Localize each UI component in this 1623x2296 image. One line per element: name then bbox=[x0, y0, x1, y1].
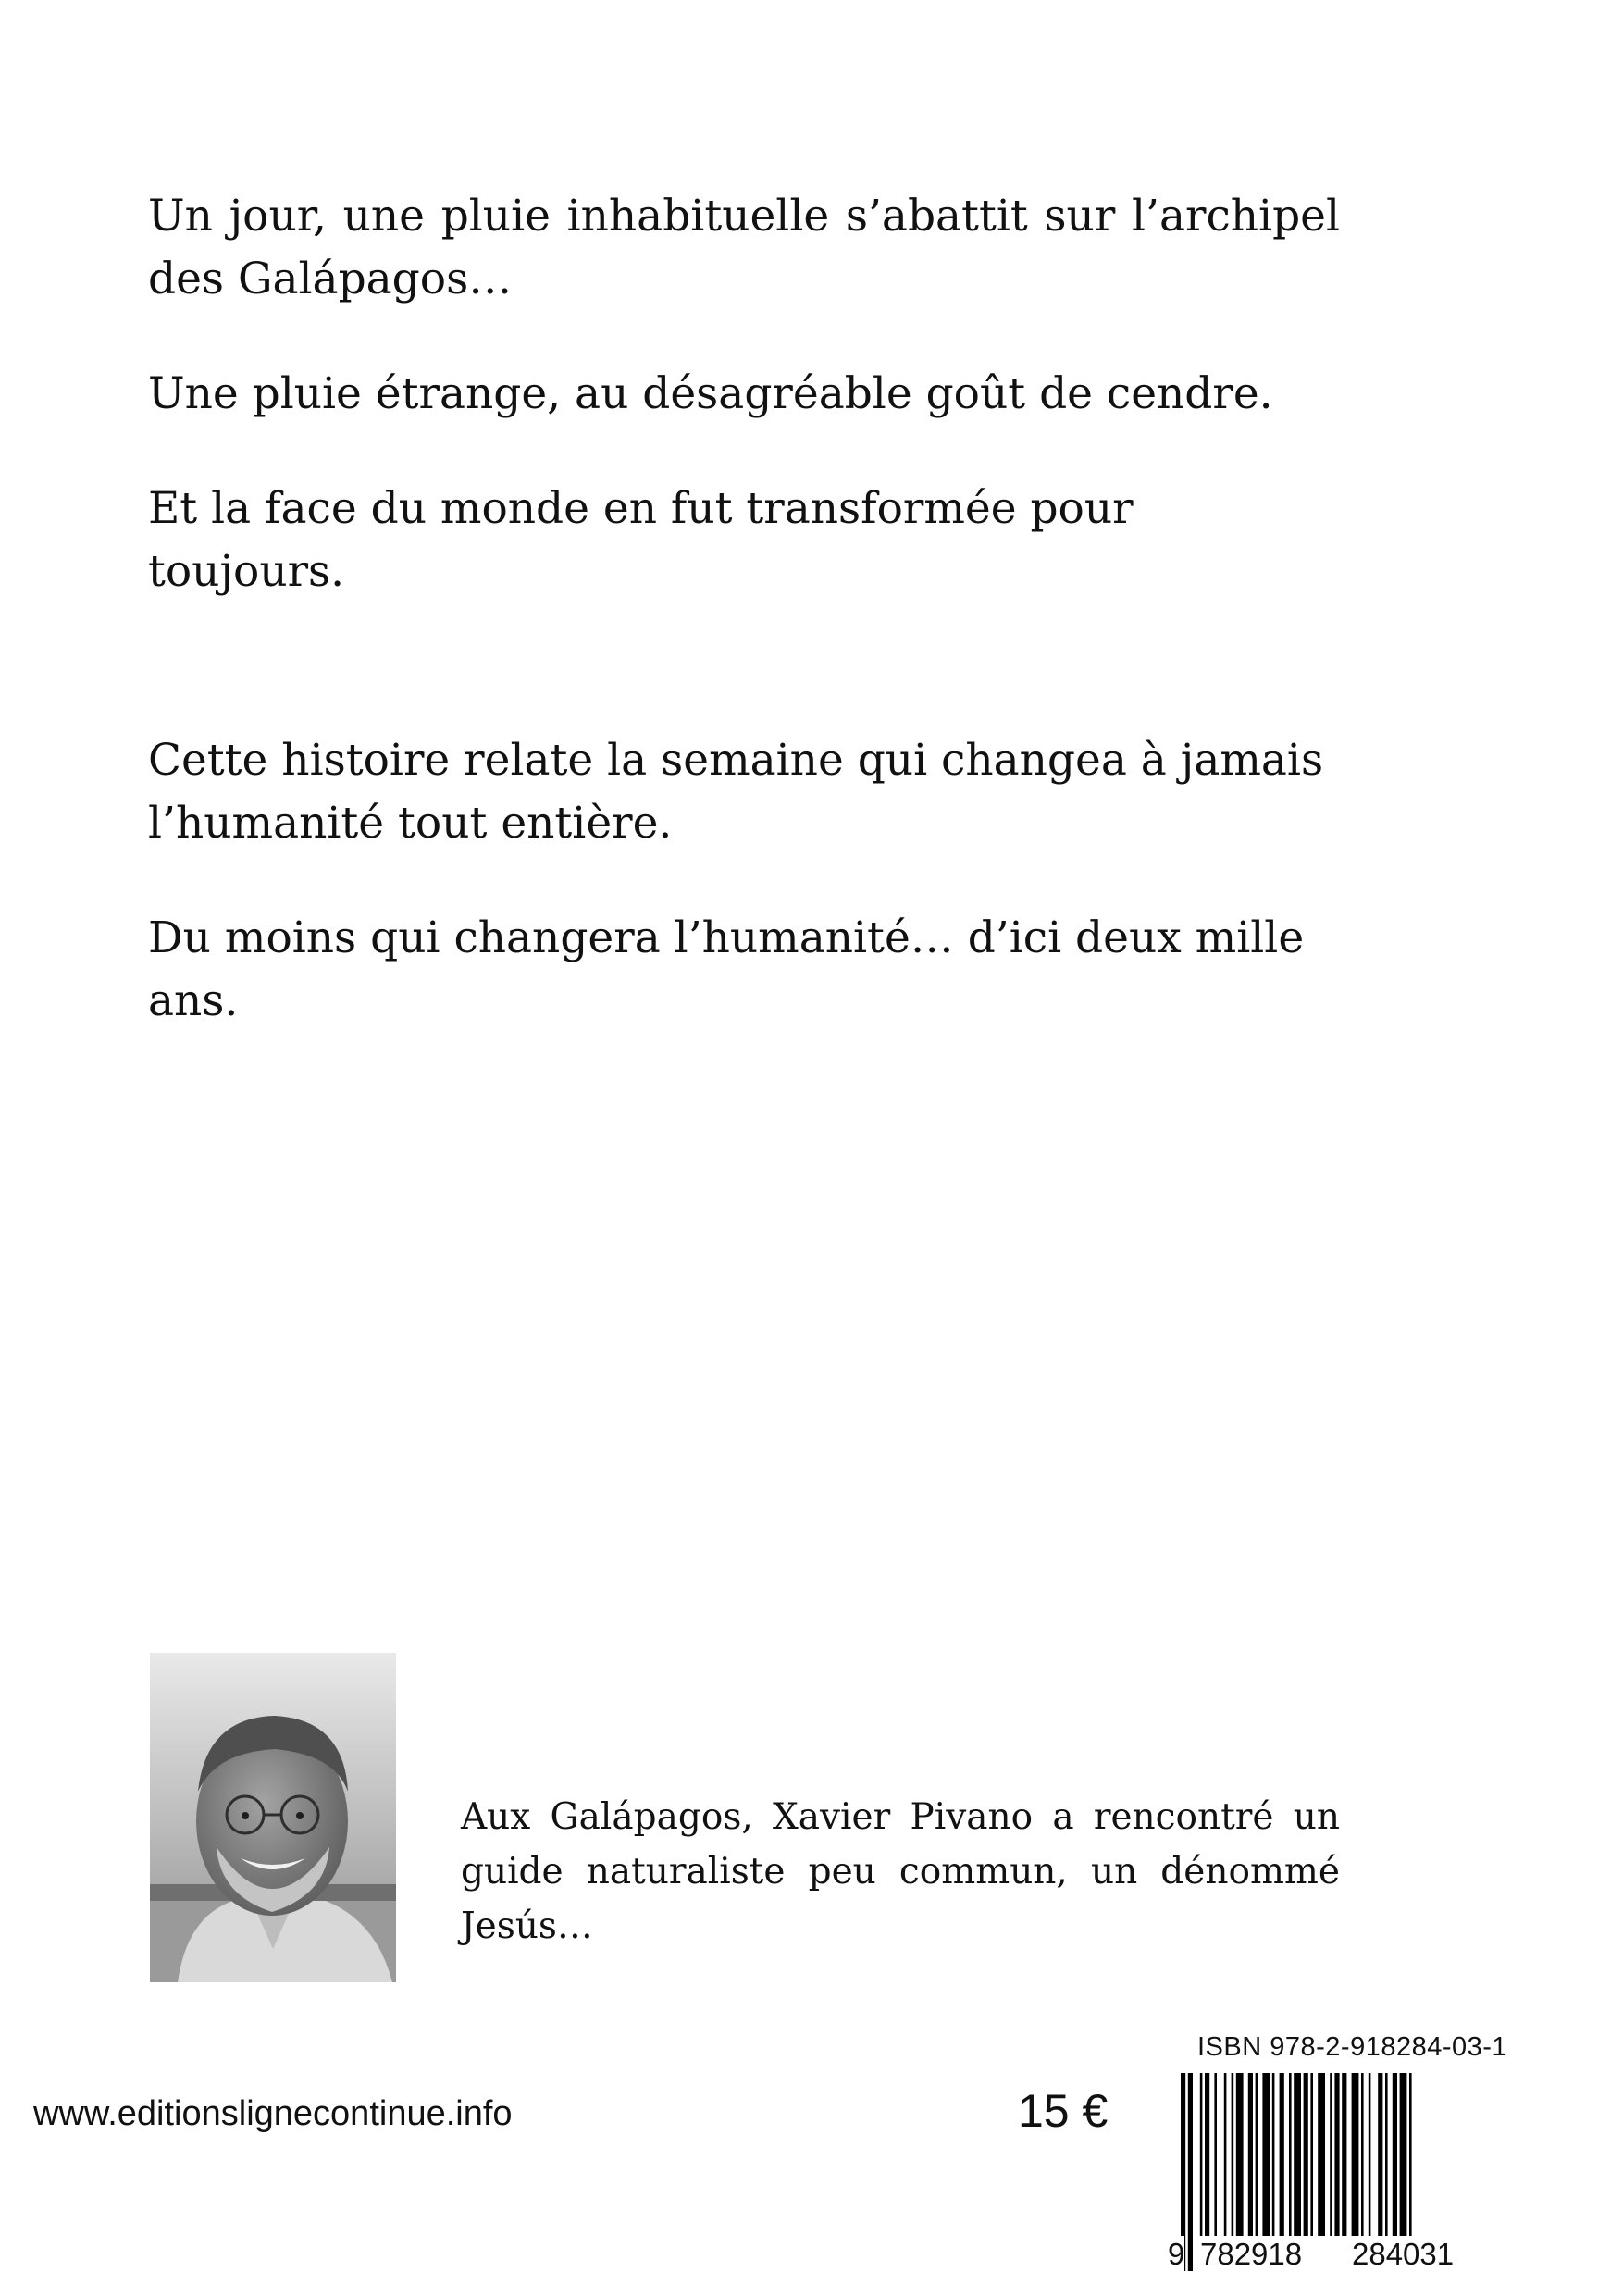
barcode-bar bbox=[1280, 2073, 1284, 2236]
barcode-bar bbox=[1262, 2073, 1270, 2236]
barcode-right-digits: 284031 bbox=[1352, 2237, 1455, 2271]
blurb-paragraph-2: Une pluie étrange, au désagréable goût de cendre. bbox=[148, 368, 1273, 419]
barcode-bar bbox=[1236, 2073, 1244, 2236]
barcode-bar bbox=[1232, 2073, 1234, 2236]
barcode-bar bbox=[1334, 2073, 1339, 2236]
barcode-bar bbox=[1304, 2073, 1308, 2236]
isbn-label: ISBN 978-2-918284-03-1 bbox=[1197, 2032, 1508, 2062]
book-price: 15 € bbox=[1018, 2085, 1109, 2137]
barcode-first-digit: 9 bbox=[1168, 2237, 1185, 2271]
barcode-bar bbox=[1205, 2073, 1209, 2236]
barcode-bar bbox=[1318, 2073, 1325, 2236]
blurb-paragraph-3: Et la face du monde en fut transformée pour toujours. bbox=[148, 483, 1134, 597]
barcode-bar bbox=[1393, 2073, 1397, 2236]
blurb-paragraph-1: Un jour, une pluie inhabituelle s’abattit sur l’archipel des Galápagos… bbox=[148, 191, 1340, 304]
barcode-bar bbox=[1330, 2073, 1332, 2236]
barcode-bar bbox=[1294, 2073, 1301, 2236]
barcode-bar bbox=[1369, 2073, 1371, 2236]
barcode-bar bbox=[1352, 2073, 1359, 2236]
blurb-paragraph-5: Du moins qui changera l’humanité… d’ici deux mille ans. bbox=[148, 912, 1305, 1026]
barcode-left-digits: 782918 bbox=[1200, 2237, 1303, 2271]
author-bio: Aux Galápagos, Xavier Pivano a rencontré un guide naturaliste peu commun, un dénommé Jesús… bbox=[461, 1796, 1340, 1947]
barcode-bar bbox=[1385, 2073, 1388, 2236]
barcode-bar bbox=[1200, 2073, 1203, 2236]
barcode-bar bbox=[1256, 2073, 1258, 2236]
barcode-bar bbox=[1214, 2073, 1217, 2236]
barcode-bar bbox=[1409, 2073, 1412, 2236]
barcode-bar bbox=[1188, 2073, 1193, 2271]
author-portrait-image bbox=[150, 1653, 396, 1982]
cover-blurb bbox=[148, 185, 1340, 1033]
blurb-paragraph-4: Cette histoire relate la semaine qui changea à jamais l’humanité tout entière. bbox=[148, 735, 1324, 849]
barcode-bar bbox=[1272, 2073, 1275, 2236]
barcode-bar bbox=[1400, 2073, 1407, 2236]
barcode-bar bbox=[1378, 2073, 1382, 2236]
barcode-bar bbox=[1289, 2073, 1292, 2236]
barcode-bar bbox=[1248, 2073, 1253, 2236]
publisher-website: www.editionslignecontinue.info bbox=[33, 2094, 513, 2133]
barcode-bar bbox=[1224, 2073, 1227, 2236]
barcode-bar bbox=[1310, 2073, 1313, 2236]
author-photo bbox=[150, 1653, 396, 1982]
barcode-bar bbox=[1342, 2073, 1346, 2236]
barcode-bar bbox=[1361, 2073, 1364, 2236]
